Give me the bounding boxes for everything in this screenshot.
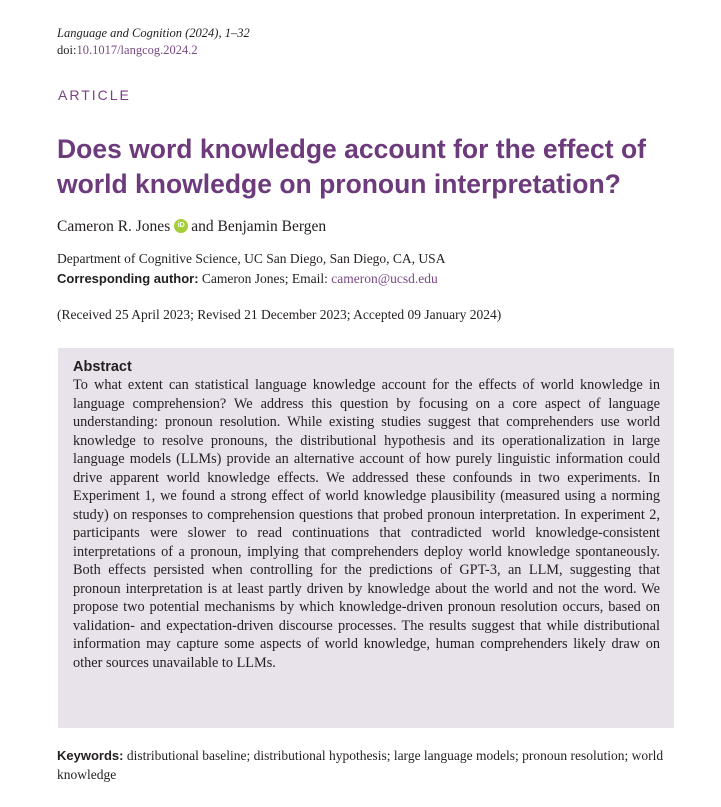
abstract-text: To what extent can statistical language knowledge account for the effects of world knowledge in language comprehension? We address this question by focusing on a core aspect of language understanding: pronoun resolution. While existing studies suggest that comprehenders use world knowledge to resolve pronouns, the distributional hypothesis and its operationalization in large language models (LLMs) provide an alternative account of how purely linguistic information could drive apparent world knowledge effects. We addressed these confounds in two experiments. In Experiment 1, we found a strong effect of world knowledge plausibility (measured using a norming study) on responses to comprehension questions that probed pronoun interpretation. In experiment 2, participants were slower to read continuations that contradicted world knowledge-consistent interpretations of a pronoun, implying that comprehenders deploy world knowledge spontaneously. Both effects persisted when controlling for the predictions of GPT-3, an LLM, suggesting that pronoun interpretation is at least partly driven by knowledge about the world and not the word. We propose two potential mechanisms by which knowledge-driven pronoun resolution occurs, based on validation- and expectation-driven discourse processes. The results suggest that while distributional information may capture some aspects of world knowledge, human comprehenders likely draw on other sources unavailable to LLMs. (73, 377, 660, 671)
keywords-text: distributional baseline; distributional hypothesis; large language models; pronoun resolution; world knowledge (57, 748, 664, 782)
publication-dates: (Received 25 April 2023; Revised 21 December 2023; Accepted 09 January 2024) (57, 307, 502, 322)
author-line (57, 218, 326, 236)
author-name: Cameron R. Jones (57, 218, 171, 235)
keywords-label: Keywords: (57, 748, 124, 763)
doi-line (57, 43, 198, 58)
orcid-icon[interactable]: iD (174, 219, 188, 233)
journal-citation: Language and Cognition (2024), 1–32 (57, 26, 250, 40)
article-type-label: ARTICLE (58, 87, 131, 103)
coauthor-text: and Benjamin Bergen (191, 218, 327, 235)
email-link[interactable]: cameron@ucsd.edu (331, 271, 438, 286)
corresponding-author (57, 271, 438, 287)
keywords (57, 747, 677, 784)
abstract-box (58, 348, 674, 728)
affiliation: Department of Cognitive Science, UC San Diego, San Diego, CA, USA (57, 251, 446, 266)
doi-prefix: doi: (57, 43, 77, 57)
paper-title: Does word knowledge account for the effect of world knowledge on pronoun interpretation? (57, 134, 646, 199)
corresponding-text: Cameron Jones; Email: (201, 271, 328, 286)
abstract-heading: Abstract (73, 359, 132, 375)
corresponding-label: Corresponding author: (57, 271, 199, 286)
doi-link[interactable]: 10.1017/langcog.2024.2 (76, 43, 198, 57)
